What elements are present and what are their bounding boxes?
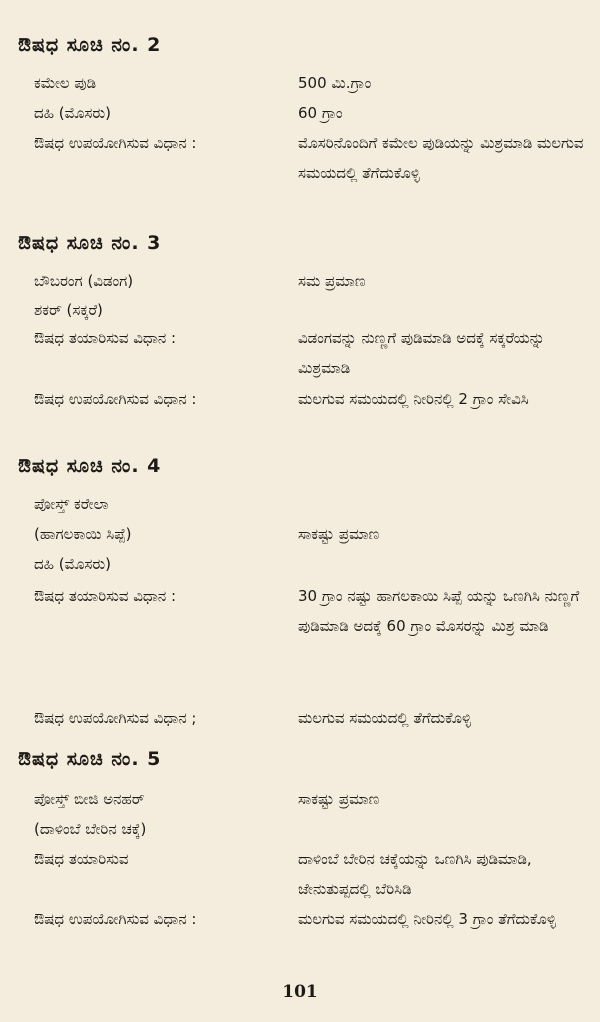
method-text: ಮಲಗುವ ಸಮಯದಲ್ಲಿ ನೀರಿನಲ್ಲಿ 2 ಗ್ರಾಂ ಸೇವಿಸಿ [298,390,529,408]
method-text: ಮಲಗುವ ಸಮಯದಲ್ಲಿ ತೆಗೆದುಕೊಳ್ಳಿ [298,709,472,727]
ingredient-value: ಸಾಕಷ್ಟು ಪ್ರಮಾಣ [298,790,380,808]
preparation-text: 30 ಗ್ರಾಂ ನಷ್ಟು ಹಾಗಲಕಾಯಿ ಸಿಪ್ಪೆ ಯನ್ನು ಒಣಗಿಸಿ ನುಣ್ಣಗೆ ಪುಡಿಮಾಡಿ ಅದಕ್ಕೆ 60 ಗ್ರಾಂ ಮೊಸರನ್ನು ಮಿಶ್ರ ಮಾಡಿ [298,587,580,635]
method-label: ಔಷಧ ಉಪಯೋಗಿಸುವ ವಿಧಾನ : [34,910,197,928]
recipe-row [34,581,586,699]
recipe-row [34,323,586,383]
recipe-row [34,784,586,814]
ingredient-label: ಶಕರ್ (ಸಕ್ಕರೆ) [34,301,103,319]
ingredient-label: (ಹಾಗಲಕಾಯಿ ಸಿಪ್ಪೆ) [34,525,132,543]
ingredient-label: ಬೌಬರಂಗ (ವಿಡಂಗ) [34,272,134,290]
preparation-text: ದಾಳಿಂಬೆ ಬೇರಿನ ಚಕ್ಕೆಯನ್ನು ಒಣಗಿಸಿ ಪುಡಿಮಾಡಿ, ಜೇನುತುಪ್ಪದಲ್ಲಿ ಬೆರಿಸಿಡಿ [298,850,532,898]
ingredient-value: ಸಮ ಪ್ರಮಾಣ [298,272,366,290]
ingredient-label: (ದಾಳಿಂಬೆ ಬೇರಿನ ಚಕ್ಕೆ) [34,820,147,838]
recipe-row [34,295,586,325]
recipe-heading-4: ಔಷಧ ಸೂಚಿ ನಂ. 4 [18,455,162,477]
method-label: ಔಷಧ ಉಪಯೋಗಿಸುವ ವಿಧಾನ ; [34,709,197,727]
recipe-row [34,98,586,128]
recipe-heading-5: ಔಷಧ ಸೂಚಿ ನಂ. 5 [18,748,162,770]
method-label: ಔಷಧ ಉಪಯೋಗಿಸುವ ವಿಧಾನ : [34,390,197,408]
recipe-heading-2: ಔಷಧ ಸೂಚಿ ನಂ. 2 [18,34,162,56]
ingredient-value: 60 ಗ್ರಾಂ [298,104,343,122]
ingredient-label: ದಹಿ (ಮೊಸರು) [34,555,111,573]
ingredient-label: ದಹಿ (ಮೊಸರು) [34,104,111,122]
recipe-row [34,904,586,964]
recipe-row [34,68,586,98]
recipe-row [34,384,586,444]
preparation-label: ಔಷಧ ತಯಾರಿಸುವ ವಿಧಾನ : [34,587,177,605]
recipe-row [34,844,586,904]
method-text: ಮಲಗುವ ಸಮಯದಲ್ಲಿ ನೀರಿನಲ್ಲಿ 3 ಗ್ರಾಂ ತೆಗೆದುಕೊಳ್ಳಿ [298,910,556,928]
recipe-row [34,489,586,519]
ingredient-value: 500 ಮಿ.ಗ್ರಾಂ [298,74,372,92]
recipe-row [34,128,586,218]
ingredient-label: ಪೋಸ್ತ್ ಬೀಜಿ ಅನಹರ್ [34,790,145,808]
ingredient-value: ಸಾಕಷ್ಟು ಪ್ರಮಾಣ [298,525,380,543]
recipe-row [34,519,586,549]
method-text: ಮೊಸರಿನೊಂದಿಗೆ ಕಮೇಲ ಪುಡಿಯನ್ನು ಮಿಶ್ರಮಾಡಿ ಮಲಗುವ ಸಮಯದಲ್ಲಿ ತೆಗೆದುಕೊಳ್ಳಿ [298,134,584,182]
recipe-heading-3: ಔಷಧ ಸೂಚಿ ನಂ. 3 [18,232,162,254]
ingredient-label: ಪೋಸ್ತ್ ಕರೇಲಾ [34,495,109,513]
recipe-row [34,814,586,844]
preparation-label: ಔಷಧ ತಯಾರಿಸುವ ವಿಧಾನ : [34,329,177,347]
page-number: 101 [282,982,318,1002]
preparation-text: ವಿಡಂಗವನ್ನು ನುಣ್ಣಗೆ ಪುಡಿಮಾಡಿ ಅದಕ್ಕೆ ಸಕ್ಕರೆಯನ್ನು ಮಿಶ್ರಮಾಡಿ [298,329,545,377]
recipe-row [34,549,586,579]
preparation-label: ಔಷಧ ತಯಾರಿಸುವ [34,850,129,868]
method-label: ಔಷಧ ಉಪಯೋಗಿಸುವ ವಿಧಾನ : [34,134,197,152]
ingredient-label: ಕಮೇಲ ಪುಡಿ [34,74,97,92]
recipe-row [34,703,586,733]
recipe-row [34,266,586,296]
